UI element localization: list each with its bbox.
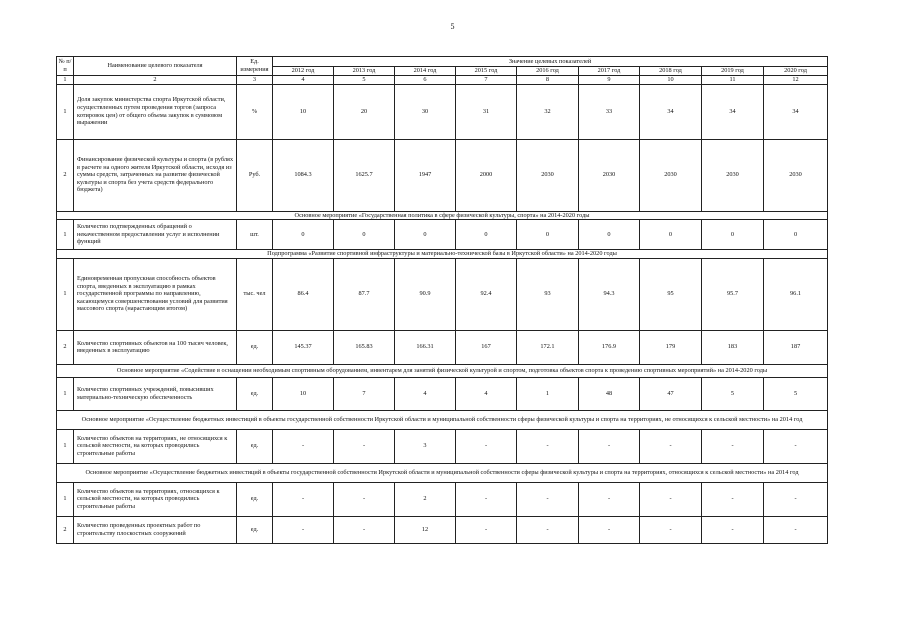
indicator-value: -: [640, 516, 702, 543]
section-row: [57, 211, 828, 220]
indicator-value: -: [456, 429, 517, 463]
header-num: № п/п: [57, 57, 74, 76]
indicator-value: 30: [395, 84, 456, 139]
row-number: 1: [57, 482, 74, 516]
indicator-value: 12: [395, 516, 456, 543]
indicator-value: 0: [764, 220, 828, 250]
indicator-value: -: [702, 482, 764, 516]
header-column-number: 5: [334, 76, 395, 85]
indicator-value: 2000: [456, 139, 517, 211]
header-year: 2013 год: [334, 67, 395, 76]
indicator-value: 48: [579, 377, 640, 410]
header-unit: Ед. измерения: [237, 57, 273, 76]
indicator-value: 2: [395, 482, 456, 516]
row-number: 1: [57, 220, 74, 250]
indicator-value: 47: [640, 377, 702, 410]
section-row: [57, 463, 828, 482]
section-title: Основное мероприятие «Осуществление бюджетных инвестиций в объекты государственной собственности Иркутской области и муниципальной собственности сферы физической культуры и спорта на территориях, не относящихся к сельской местности» на 2014 год: [57, 410, 828, 429]
indicator-value: 0: [517, 220, 579, 250]
indicator-value: 2030: [579, 139, 640, 211]
indicator-value: 10: [273, 377, 334, 410]
row-number: 1: [57, 429, 74, 463]
indicator-value: 32: [517, 84, 579, 139]
indicator-value: 0: [702, 220, 764, 250]
section-row: [57, 250, 828, 259]
section-row: [57, 364, 828, 377]
indicator-value: -: [764, 429, 828, 463]
indicator-value: 5: [702, 377, 764, 410]
indicator-value: -: [273, 516, 334, 543]
indicator-value: -: [640, 482, 702, 516]
indicator-value: -: [702, 429, 764, 463]
indicator-value: 145.37: [273, 330, 334, 364]
header-column-number: 2: [74, 76, 237, 85]
header-column-number: 10: [640, 76, 702, 85]
indicator-unit: ед.: [237, 429, 273, 463]
header-row-top: [57, 57, 828, 67]
header-column-number: 6: [395, 76, 456, 85]
row-number: 2: [57, 516, 74, 543]
indicator-value: 34: [702, 84, 764, 139]
indicator-value: 93: [517, 258, 579, 330]
indicator-value: -: [517, 429, 579, 463]
header-column-number: 7: [456, 76, 517, 85]
header-year: 2017 год: [579, 67, 640, 76]
indicator-value: 33: [579, 84, 640, 139]
table-row: [57, 258, 828, 330]
section-title: Основное мероприятие «Содействие в оснащении необходимым спортивным оборудованием, инвентарем для занятий физической культурой и спортом, подготовка объектов спорта к проведению спортивных мероприятий» на 2014-2020 годы: [57, 364, 828, 377]
indicator-value: 5: [764, 377, 828, 410]
indicator-value: 95.7: [702, 258, 764, 330]
header-values: Значение целевых показателей: [273, 57, 828, 67]
indicator-value: 3: [395, 429, 456, 463]
indicator-value: -: [764, 516, 828, 543]
indicator-value: 176.9: [579, 330, 640, 364]
indicator-value: -: [579, 482, 640, 516]
indicator-value: 183: [702, 330, 764, 364]
row-number: 1: [57, 84, 74, 139]
indicator-value: 20: [334, 84, 395, 139]
indicator-value: -: [334, 516, 395, 543]
header-year: 2014 год: [395, 67, 456, 76]
table-body: [57, 84, 828, 543]
header-column-number: 11: [702, 76, 764, 85]
indicator-value: 2030: [764, 139, 828, 211]
indicator-value: 1947: [395, 139, 456, 211]
indicator-value: 0: [334, 220, 395, 250]
section-row: [57, 410, 828, 429]
indicator-name: Доля закупок министерства спорта Иркутской области, осуществленных путем проведения торгов (запроса котировок цен) от общего объема закупок в суммовом выражении: [74, 84, 237, 139]
indicator-value: 1084.3: [273, 139, 334, 211]
indicator-value: 4: [456, 377, 517, 410]
indicator-unit: Руб.: [237, 139, 273, 211]
indicator-value: -: [579, 429, 640, 463]
indicator-unit: ед.: [237, 482, 273, 516]
row-number: 1: [57, 258, 74, 330]
indicator-value: 86.4: [273, 258, 334, 330]
indicator-value: -: [517, 516, 579, 543]
indicator-value: 87.7: [334, 258, 395, 330]
header-column-number: 12: [764, 76, 828, 85]
section-title: Основное мероприятие «Осуществление бюджетных инвестиций в объекты государственной собственности Иркутской области и муниципальной собственности сферы физической культуры и спорта на территориях, относящихся к сельской местности» на 2014 год: [57, 463, 828, 482]
indicator-value: 1: [517, 377, 579, 410]
target-indicators-table-wrapper: [56, 56, 827, 544]
header-year: 2020 год: [764, 67, 828, 76]
header-indicator-name: Наименование целевого показателя: [74, 57, 237, 76]
header-year: 2018 год: [640, 67, 702, 76]
indicator-value: -: [517, 482, 579, 516]
indicator-unit: ед.: [237, 330, 273, 364]
indicator-value: 0: [456, 220, 517, 250]
indicator-value: 0: [579, 220, 640, 250]
indicator-value: -: [579, 516, 640, 543]
header-year: 2016 год: [517, 67, 579, 76]
section-title: Основное мероприятие «Государственная политика в сфере физической культуры, спорта» на 2014-2020 годы: [57, 211, 828, 220]
indicator-value: 34: [764, 84, 828, 139]
table-row: [57, 482, 828, 516]
indicator-value: 0: [395, 220, 456, 250]
table-row: [57, 139, 828, 211]
indicator-value: -: [273, 429, 334, 463]
indicator-unit: тыс. чел: [237, 258, 273, 330]
target-indicators-table: [56, 56, 828, 544]
table-row: [57, 84, 828, 139]
indicator-name: Количество спортивных объектов на 100 тысяч человек, введенных в эксплуатацию: [74, 330, 237, 364]
table-row: [57, 429, 828, 463]
indicator-value: 2030: [702, 139, 764, 211]
row-number: 2: [57, 330, 74, 364]
indicator-unit: %: [237, 84, 273, 139]
table-row: [57, 377, 828, 410]
indicator-name: Единовременная пропускная способность объектов спорта, введенных в эксплуатацию в рамках государственной программы по направлению, касающемуся совершенствования условий для развития массового спорта (нарастающим итогом): [74, 258, 237, 330]
indicator-value: 95: [640, 258, 702, 330]
indicator-value: 166.31: [395, 330, 456, 364]
indicator-value: 34: [640, 84, 702, 139]
indicator-value: 92.4: [456, 258, 517, 330]
indicator-value: 2030: [640, 139, 702, 211]
indicator-value: 0: [640, 220, 702, 250]
indicator-value: 7: [334, 377, 395, 410]
indicator-value: -: [273, 482, 334, 516]
indicator-value: -: [764, 482, 828, 516]
section-title: Подпрограмма «Развитие спортивной инфраструктуры и материально-технической базы в Иркутской области» на 2014-2020 годы: [57, 250, 828, 259]
indicator-value: 31: [456, 84, 517, 139]
indicator-name: Количество подтвержденных обращений о некачественном предоставлении услуг и исполнении функций: [74, 220, 237, 250]
indicator-unit: ед.: [237, 516, 273, 543]
header-column-numbers-row: [57, 76, 828, 85]
indicator-value: 2030: [517, 139, 579, 211]
table-row: [57, 516, 828, 543]
indicator-value: 1625.7: [334, 139, 395, 211]
indicator-value: -: [334, 482, 395, 516]
indicator-value: 187: [764, 330, 828, 364]
header-year: 2019 год: [702, 67, 764, 76]
indicator-value: 165.83: [334, 330, 395, 364]
header-year: 2015 год: [456, 67, 517, 76]
page-number: 5: [450, 22, 455, 31]
header-column-number: 8: [517, 76, 579, 85]
indicator-name: Количество спортивных учреждений, повысивших материально-техническую обеспеченность: [74, 377, 237, 410]
indicator-value: 0: [273, 220, 334, 250]
indicator-value: -: [456, 516, 517, 543]
header-column-number: 4: [273, 76, 334, 85]
indicator-name: Финансирование физической культуры и спорта (в рублях в расчете на одного жителя Иркутской области, исходя из суммы средств, затраченных на развитие физической культуры и спорта без учета средств федерального бюджета): [74, 139, 237, 211]
indicator-value: 96.1: [764, 258, 828, 330]
indicator-unit: шт.: [237, 220, 273, 250]
indicator-value: 4: [395, 377, 456, 410]
table-row: [57, 220, 828, 250]
indicator-value: 94.3: [579, 258, 640, 330]
header-column-number: 9: [579, 76, 640, 85]
indicator-name: Количество объектов на территориях, не относящихся к сельской местности, на которых проводились строительные работы: [74, 429, 237, 463]
header-column-number: 3: [237, 76, 273, 85]
indicator-value: -: [702, 516, 764, 543]
table-row: [57, 330, 828, 364]
indicator-value: 10: [273, 84, 334, 139]
indicator-value: -: [334, 429, 395, 463]
indicator-value: 90.9: [395, 258, 456, 330]
indicator-value: 172.1: [517, 330, 579, 364]
indicator-value: 179: [640, 330, 702, 364]
header-column-number: 1: [57, 76, 74, 85]
indicator-value: -: [640, 429, 702, 463]
header-year: 2012 год: [273, 67, 334, 76]
indicator-value: 167: [456, 330, 517, 364]
indicator-name: Количество объектов на территориях, относящихся к сельской местности, на которых проводились строительные работы: [74, 482, 237, 516]
row-number: 2: [57, 139, 74, 211]
indicator-name: Количество проведенных проектных работ по строительству плоскостных сооружений: [74, 516, 237, 543]
row-number: 1: [57, 377, 74, 410]
indicator-value: -: [456, 482, 517, 516]
indicator-unit: ед.: [237, 377, 273, 410]
